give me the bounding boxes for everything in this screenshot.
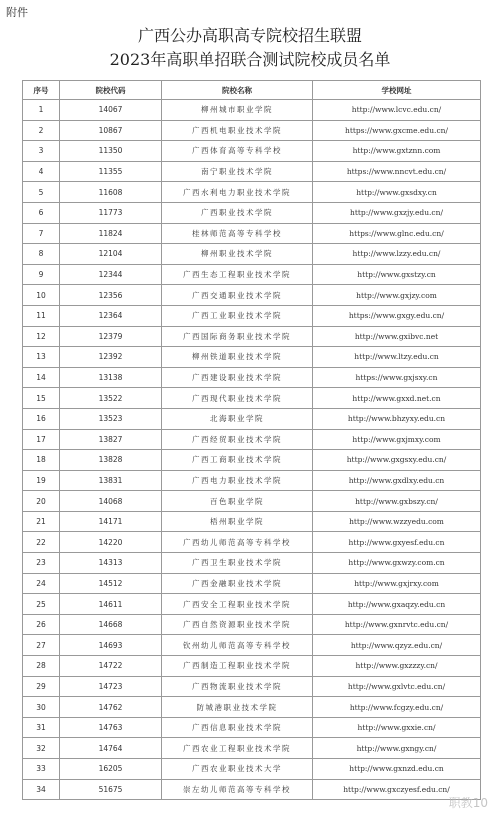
school-name: 柳州城市职业学院 — [162, 100, 313, 121]
row-index: 29 — [23, 676, 60, 697]
row-index: 22 — [23, 532, 60, 553]
table-row — [23, 450, 481, 471]
school-code: 11355 — [60, 161, 162, 182]
row-index: 23 — [23, 553, 60, 574]
school-code: 12379 — [60, 326, 162, 347]
school-name: 广西建设职业技术学院 — [162, 367, 313, 388]
school-website: http://www.gxjzy.com — [313, 285, 481, 306]
table-row — [23, 161, 481, 182]
school-website: http://www.gxbszy.cn/ — [313, 491, 481, 512]
school-code: 12356 — [60, 285, 162, 306]
row-index: 15 — [23, 388, 60, 409]
school-code: 14611 — [60, 594, 162, 615]
school-website: http://www.qzyz.edu.cn/ — [313, 635, 481, 656]
school-code: 12392 — [60, 347, 162, 368]
school-website: https://www.gxjsxy.cn — [313, 367, 481, 388]
school-name: 广西制造工程职业技术学院 — [162, 656, 313, 677]
school-website: http://www.gxzzzy.cn/ — [313, 656, 481, 677]
school-code: 14722 — [60, 656, 162, 677]
school-code: 12344 — [60, 264, 162, 285]
row-index: 5 — [23, 182, 60, 203]
table-row — [23, 285, 481, 306]
school-code: 14762 — [60, 697, 162, 718]
school-name: 广西金融职业技术学院 — [162, 573, 313, 594]
school-code: 14693 — [60, 635, 162, 656]
school-name: 广西生态工程职业技术学院 — [162, 264, 313, 285]
table-row — [23, 367, 481, 388]
row-index: 10 — [23, 285, 60, 306]
school-website: https://www.gxcme.edu.cn/ — [313, 120, 481, 141]
school-name: 柳州铁道职业技术学院 — [162, 347, 313, 368]
column-header-name: 院校名称 — [162, 81, 313, 100]
table-row — [23, 738, 481, 759]
school-name: 广西职业技术学院 — [162, 202, 313, 223]
table-row — [23, 388, 481, 409]
row-index: 28 — [23, 656, 60, 677]
school-website: http://www.gxgsxy.edu.cn/ — [313, 450, 481, 471]
school-website: http://www.gxnzd.edu.cn — [313, 759, 481, 780]
school-name: 广西信息职业技术学院 — [162, 717, 313, 738]
table-row — [23, 532, 481, 553]
school-website: https://www.gxgy.edu.cn/ — [313, 305, 481, 326]
school-code: 14067 — [60, 100, 162, 121]
school-website: http://www.gxstzy.cn — [313, 264, 481, 285]
table-row — [23, 635, 481, 656]
school-code: 14668 — [60, 614, 162, 635]
table-row — [23, 100, 481, 121]
school-website: http://www.gxlvtc.edu.cn/ — [313, 676, 481, 697]
school-code: 10867 — [60, 120, 162, 141]
school-website: http://www.ltzy.edu.cn — [313, 347, 481, 368]
school-code: 13827 — [60, 429, 162, 450]
row-index: 2 — [23, 120, 60, 141]
table-row — [23, 614, 481, 635]
row-index: 33 — [23, 759, 60, 780]
school-code: 11773 — [60, 202, 162, 223]
table-row — [23, 553, 481, 574]
page-subtitle: 2023年高职单招联合测试院校成员名单 — [109, 50, 391, 69]
school-name: 广西机电职业技术学院 — [162, 120, 313, 141]
school-website: http://www.wzzyedu.com — [313, 511, 481, 532]
row-index: 30 — [23, 697, 60, 718]
school-website: http://www.gxaqzy.edu.cn — [313, 594, 481, 615]
row-index: 7 — [23, 223, 60, 244]
row-index: 6 — [23, 202, 60, 223]
row-index: 21 — [23, 511, 60, 532]
table-row — [23, 470, 481, 491]
table-row — [23, 223, 481, 244]
column-header-website: 学校网址 — [313, 81, 481, 100]
school-name: 广西工业职业技术学院 — [162, 305, 313, 326]
school-website: http://www.gxxie.cn/ — [313, 717, 481, 738]
school-website: http://www.gxibvc.net — [313, 326, 481, 347]
row-index: 9 — [23, 264, 60, 285]
school-website: http://www.gxjmxy.com — [313, 429, 481, 450]
school-name: 广西电力职业技术学院 — [162, 470, 313, 491]
school-name: 梧州职业学院 — [162, 511, 313, 532]
school-code: 13522 — [60, 388, 162, 409]
school-name: 广西幼儿师范高等专科学校 — [162, 532, 313, 553]
school-name: 百色职业学院 — [162, 491, 313, 512]
table-row — [23, 182, 481, 203]
table-row — [23, 717, 481, 738]
school-name: 广西物流职业技术学院 — [162, 676, 313, 697]
school-code: 14763 — [60, 717, 162, 738]
table-row — [23, 202, 481, 223]
row-index: 32 — [23, 738, 60, 759]
table-header-row — [23, 81, 481, 100]
school-website: https://www.nncvt.edu.cn/ — [313, 161, 481, 182]
school-website: http://www.gxnrvtc.edu.cn/ — [313, 614, 481, 635]
school-website: http://www.gxyesf.edu.cn — [313, 532, 481, 553]
school-name: 广西安全工程职业技术学院 — [162, 594, 313, 615]
school-name: 广西农业职业技术大学 — [162, 759, 313, 780]
school-website: http://www.bhzyxy.edu.cn — [313, 408, 481, 429]
row-index: 13 — [23, 347, 60, 368]
row-index: 20 — [23, 491, 60, 512]
row-index: 27 — [23, 635, 60, 656]
school-website: http://www.gxzjy.edu.cn/ — [313, 202, 481, 223]
table-row — [23, 656, 481, 677]
school-website: http://www.gxxd.net.cn — [313, 388, 481, 409]
school-code: 14512 — [60, 573, 162, 594]
row-index: 24 — [23, 573, 60, 594]
school-code: 12104 — [60, 244, 162, 265]
column-header-code: 院校代码 — [60, 81, 162, 100]
school-website: http://www.gxdlxy.edu.cn — [313, 470, 481, 491]
school-code: 14723 — [60, 676, 162, 697]
school-code: 11350 — [60, 141, 162, 162]
row-index: 1 — [23, 100, 60, 121]
table-row — [23, 141, 481, 162]
school-name: 广西国际商务职业技术学院 — [162, 326, 313, 347]
table-row — [23, 594, 481, 615]
school-name: 钦州幼儿师范高等专科学校 — [162, 635, 313, 656]
school-code: 16205 — [60, 759, 162, 780]
table-row — [23, 429, 481, 450]
school-name: 广西农业工程职业技术学院 — [162, 738, 313, 759]
school-code: 11824 — [60, 223, 162, 244]
school-website: http://www.fcgzy.edu.cn/ — [313, 697, 481, 718]
school-code: 11608 — [60, 182, 162, 203]
row-index: 16 — [23, 408, 60, 429]
school-name: 广西水利电力职业技术学院 — [162, 182, 313, 203]
school-code: 14220 — [60, 532, 162, 553]
school-code: 13831 — [60, 470, 162, 491]
school-code: 51675 — [60, 779, 162, 800]
table-row — [23, 759, 481, 780]
row-index: 26 — [23, 614, 60, 635]
member-table — [22, 80, 481, 800]
school-name: 防城港职业技术学院 — [162, 697, 313, 718]
school-name: 广西自然资源职业技术学院 — [162, 614, 313, 635]
row-index: 31 — [23, 717, 60, 738]
school-website: http://www.gxtznn.com — [313, 141, 481, 162]
table-row — [23, 573, 481, 594]
school-code: 13523 — [60, 408, 162, 429]
school-name: 广西工商职业技术学院 — [162, 450, 313, 471]
row-index: 3 — [23, 141, 60, 162]
school-name: 广西体育高等专科学校 — [162, 141, 313, 162]
school-website: http://www.gxjrxy.com — [313, 573, 481, 594]
page-title: 广西公办高职高专院校招生联盟 — [137, 26, 362, 45]
school-code: 13138 — [60, 367, 162, 388]
table-row — [23, 697, 481, 718]
table-row — [23, 244, 481, 265]
school-code: 14068 — [60, 491, 162, 512]
school-code: 14313 — [60, 553, 162, 574]
school-website: http://www.gxngy.cn/ — [313, 738, 481, 759]
row-index: 25 — [23, 594, 60, 615]
attachment-label: 附件 — [6, 6, 28, 19]
school-website: https://www.glnc.edu.cn/ — [313, 223, 481, 244]
school-website: http://www.lzzy.edu.cn/ — [313, 244, 481, 265]
watermark-logo: 职教10 — [448, 796, 488, 810]
table-row — [23, 676, 481, 697]
table-row — [23, 511, 481, 532]
school-name: 北海职业学院 — [162, 408, 313, 429]
table-row — [23, 120, 481, 141]
row-index: 18 — [23, 450, 60, 471]
school-code: 14171 — [60, 511, 162, 532]
school-name: 广西卫生职业技术学院 — [162, 553, 313, 574]
school-name: 桂林师范高等专科学校 — [162, 223, 313, 244]
school-name: 广西现代职业技术学院 — [162, 388, 313, 409]
table-row — [23, 491, 481, 512]
school-code: 13828 — [60, 450, 162, 471]
school-website: http://www.gxsdxy.cn — [313, 182, 481, 203]
table-row — [23, 408, 481, 429]
column-header-index: 序号 — [23, 81, 60, 100]
school-name: 南宁职业技术学院 — [162, 161, 313, 182]
school-name: 崇左幼儿师范高等专科学校 — [162, 779, 313, 800]
school-name: 广西经贸职业技术学院 — [162, 429, 313, 450]
school-name: 柳州职业技术学院 — [162, 244, 313, 265]
school-code: 14764 — [60, 738, 162, 759]
row-index: 14 — [23, 367, 60, 388]
table-row — [23, 305, 481, 326]
row-index: 8 — [23, 244, 60, 265]
school-website: http://www.gxwzy.com.cn — [313, 553, 481, 574]
table-row — [23, 347, 481, 368]
row-index: 34 — [23, 779, 60, 800]
school-code: 12364 — [60, 305, 162, 326]
table-row — [23, 264, 481, 285]
row-index: 11 — [23, 305, 60, 326]
row-index: 4 — [23, 161, 60, 182]
school-name: 广西交通职业技术学院 — [162, 285, 313, 306]
row-index: 19 — [23, 470, 60, 491]
table-row — [23, 779, 481, 800]
table-row — [23, 326, 481, 347]
row-index: 12 — [23, 326, 60, 347]
school-website: http://www.gxczyesf.edu.cn/ — [313, 779, 481, 800]
school-website: http://www.lcvc.edu.cn/ — [313, 100, 481, 121]
row-index: 17 — [23, 429, 60, 450]
